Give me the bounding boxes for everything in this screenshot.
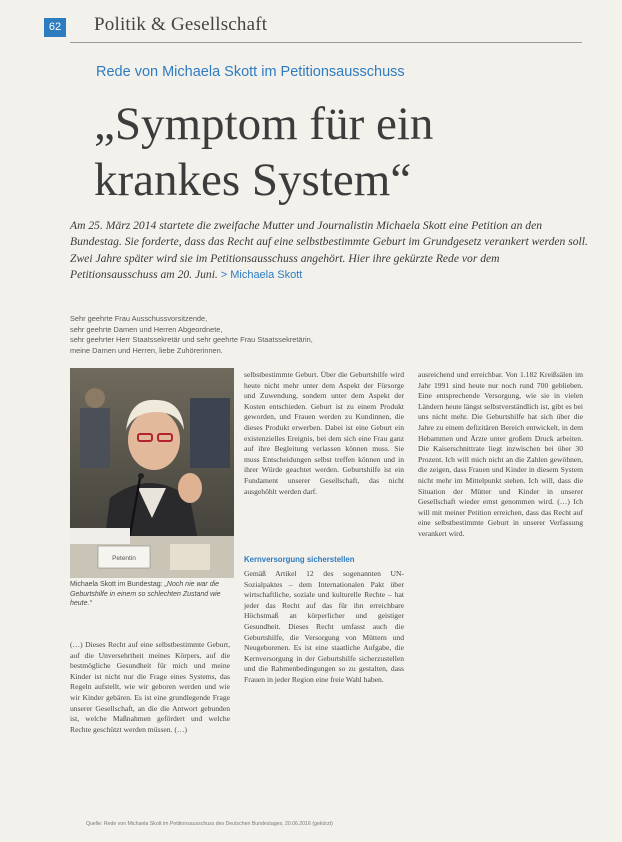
- headline-line-1: „Symptom für ein: [94, 98, 434, 150]
- header-divider: [70, 42, 582, 43]
- headline-line-2: krankes System“: [94, 154, 412, 206]
- page-footer: Quelle: Rede von Michaela Skott im Petitionsausschuss des Deutschen Bundestages, 20.06.2016 (gekürzt): [86, 821, 333, 827]
- section-title: Politik & Gesellschaft: [94, 14, 268, 35]
- body-column-2-continued: Gemäß Artikel 12 des sogenannten UN-Sozialpaktes – dem Internationalen Pakt über wirtschaftliche, soziale und kulturelle Rechte – hat jeder das Recht auf das für ihn erreichbare Höchstmaß an körperlicher und geistiger Gesundheit. Dieses Recht umfasst auch die Geburtshilfe, die Versorgung von Müttern und Neugeborenen. Es ist eine staatliche Aufgabe, die Kernversorgung in der Geburtshilfe sicherzustellen und die Rahmenbedingungen so zu gestalten, dass Frauen in jeder Region eine freie Wahl haben.: [244, 569, 404, 684]
- body-column-3: ausreichend und erreichbar. Von 1.182 Kreißsälen im Jahr 1991 sind heute nur noch rund 700 geblieben. Eine entsprechende Versorgung, wie sie in vielen Ländern heute längst selbstverständlich ist, gibt es bei uns nicht mehr. Die Geburtshilfe hat sich über die Jahre zu einem defizitären Bereich entwickelt, in dem Hebammen und Ärzte unter großem Druck arbeiten. Die Kaiserschnittrate liegt inzwischen bei über 30 Prozent. Ich will mich nicht an die Zahlen gewöhnen, die zeigen, dass Frauen und Kinder in diesem System nicht mehr im Mittelpunkt stehen. Ich will, dass die Situation der Mütter und Kinder in unserer Gesellschaft wieder ernst genommen wird. (…) Ich will mit meiner Petition erreichen, dass das Recht auf eine selbstbestimmte Geburt in unserer Verfassung verankert wird.: [418, 370, 583, 538]
- caption-name: Michaela Skott im Bundestag:: [70, 581, 163, 588]
- article-kicker: Rede von Michaela Skott im Petitionsausschuss: [96, 64, 405, 80]
- photo-caption: [70, 580, 240, 609]
- article-lead: [70, 218, 590, 284]
- salutation-line: meine Damen und Herren, liebe Zuhörerinnen.: [70, 345, 223, 355]
- nameplate-text: Petentin: [112, 555, 136, 562]
- article-headline: [94, 96, 564, 208]
- lead-author: > Michaela Skott: [220, 269, 303, 282]
- lead-text: Am 25. März 2014 startete die zweifache Mutter und Journalistin Michaela Skott eine Petition an den Bundestag. Sie forderte, dass das Recht auf eine selbstbestimmte Geburt im Grundgesetz verankert werden soll. Zwei Jahre später wird sie im Petitionsausschuss angehört. Hier ihre gekürzte Rede vor dem Petitionsausschuss am 20. Juni.: [70, 219, 588, 282]
- body-subheading: Kernversorgung sicherstellen: [244, 555, 355, 564]
- salutation: [70, 314, 313, 356]
- body-column-1: (…) Dieses Recht auf eine selbstbestimmte Geburt, auf die Unversehrtheit meines Körpers, auf die bestmögliche Gesundheit für mich und meine Kinder ist nicht nur die Frage eines Systems, das Regeln aufstellt, wie wir geboren werden und wie wir Kinder gebären. Es ist eine grundlegende Frage unserer Gesellschaft, an die die Antwort gebunden ist, welche Maßnahmen gefördert und welche Rechte geschützt werden müssen. (…): [70, 640, 230, 734]
- salutation-line: Sehr geehrte Frau Ausschussvorsitzende,: [70, 314, 208, 323]
- speaker-photo: [70, 368, 234, 578]
- page-number: 62: [44, 18, 66, 37]
- body-column-2: selbstbestimmte Geburt. Über die Geburtshilfe wird heute nicht mehr unter dem Aspekt der Fürsorge und Zuwendung, sondern unter dem Aspekt der Kosten entschieden. Geburt ist zu einem Produkt geworden, und Frauen werden zu Kundinnen, die dieses Produkt erwerben. Dabei ist eine Geburt ein existenzielles Ereignis, bei dem sich eine Frau ganz auf ihre Begleitung verlassen können muss. Sie muss Entscheidungen selbst treffen können und in ihrer Würde geachtet werden. Geburtshilfe ist ein Fundament unserer Gesellschaft, das nicht ausgehöhlt werden darf.: [244, 370, 404, 496]
- caption-quote: „Noch nie war die Geburtshilfe in einem so schlechten Zustand wie heute.“: [70, 581, 221, 607]
- salutation-line: sehr geehrter Herr Staatssekretär und sehr geehrte Frau Staatssekretärin,: [70, 335, 313, 345]
- salutation-line: sehr geehrte Damen und Herren Abgeordnete,: [70, 324, 223, 334]
